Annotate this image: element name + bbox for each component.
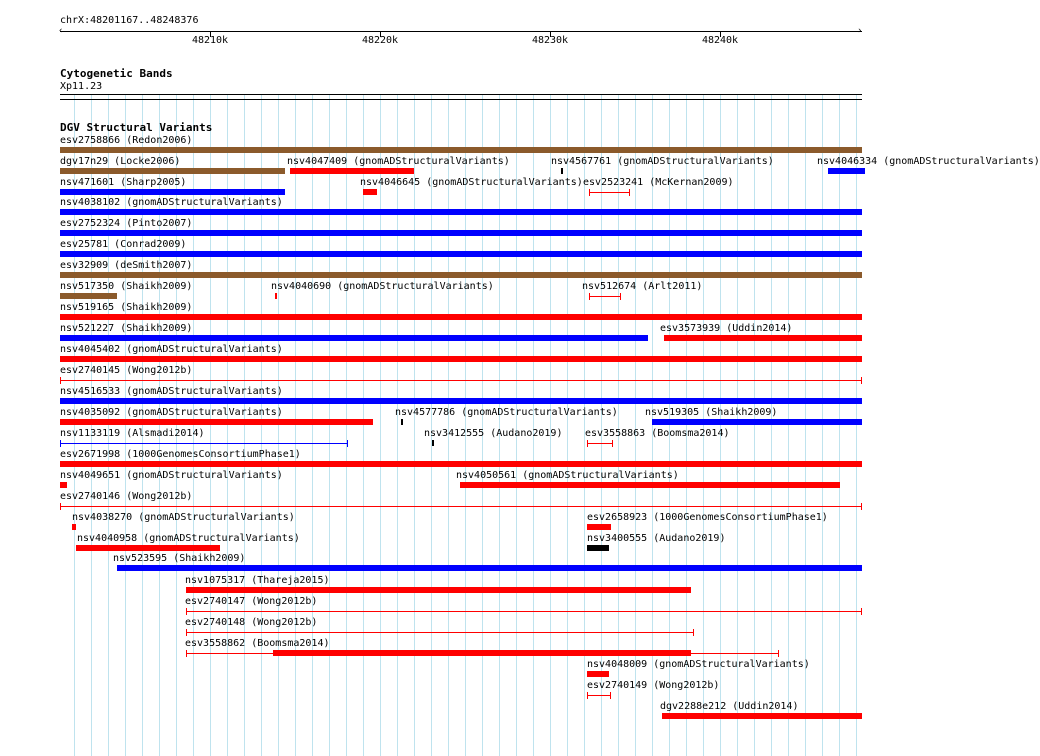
grid-line bbox=[754, 95, 755, 756]
grid-line bbox=[856, 95, 857, 756]
variant-label[interactable]: nsv512674 (Arlt2011) bbox=[582, 281, 703, 292]
cytoband-label[interactable]: Xp11.23 bbox=[60, 81, 103, 92]
ruler-left-arrow-icon: ‹ bbox=[58, 26, 64, 36]
variant-label[interactable]: nsv4577786 (gnomADStructuralVariants) bbox=[395, 407, 618, 418]
grid-line bbox=[482, 95, 483, 756]
grid-line bbox=[295, 95, 296, 756]
variant-end-cap bbox=[60, 440, 61, 447]
variant-label[interactable]: nsv4035092 (gnomADStructuralVariants) bbox=[60, 407, 283, 418]
grid-line bbox=[669, 95, 670, 756]
variant-label[interactable]: nsv519305 (Shaikh2009) bbox=[645, 407, 778, 418]
ruler-tick-label: 48210k bbox=[191, 35, 229, 46]
variant-label[interactable]: nsv4050561 (gnomADStructuralVariants) bbox=[456, 470, 679, 481]
variant-end-cap bbox=[587, 440, 588, 447]
variant-bar[interactable] bbox=[662, 713, 862, 719]
variant-bar[interactable] bbox=[664, 335, 862, 341]
variant-label[interactable]: esv2740147 (Wong2012b) bbox=[185, 596, 318, 607]
variant-end-cap bbox=[347, 440, 348, 447]
variant-end-cap bbox=[186, 608, 187, 615]
grid-line bbox=[414, 95, 415, 756]
variant-label[interactable]: nsv4040690 (gnomADStructuralVariants) bbox=[271, 281, 494, 292]
cytoband-line-bottom bbox=[60, 99, 862, 100]
variant-end-cap bbox=[186, 650, 187, 657]
cytoband-line-top bbox=[60, 94, 862, 95]
grid-line bbox=[533, 95, 534, 756]
variant-label[interactable]: esv2740148 (Wong2012b) bbox=[185, 617, 318, 628]
grid-line bbox=[822, 95, 823, 756]
variant-end-cap bbox=[861, 503, 862, 510]
variant-bar[interactable] bbox=[60, 482, 67, 488]
variant-line[interactable] bbox=[60, 506, 862, 507]
variant-bar[interactable] bbox=[117, 565, 862, 571]
variant-label[interactable]: nsv4049651 (gnomADStructuralVariants) bbox=[60, 470, 283, 481]
grid-line bbox=[839, 95, 840, 756]
variant-label[interactable]: nsv4567761 (gnomADStructuralVariants) bbox=[551, 156, 774, 167]
variant-label[interactable]: dgv17n29 (Locke2006) bbox=[60, 156, 181, 167]
variant-label[interactable]: nsv471601 (Sharp2005) bbox=[60, 177, 187, 188]
grid-line bbox=[448, 95, 449, 756]
grid-line bbox=[431, 95, 432, 756]
variant-end-cap bbox=[589, 293, 590, 300]
variant-bar[interactable] bbox=[60, 272, 862, 278]
grid-line bbox=[635, 95, 636, 756]
variant-label[interactable]: nsv4516533 (gnomADStructuralVariants) bbox=[60, 386, 283, 397]
variant-end-cap bbox=[693, 629, 694, 636]
variant-end-cap bbox=[861, 608, 862, 615]
variant-line[interactable] bbox=[587, 443, 613, 444]
variant-bar[interactable] bbox=[60, 398, 862, 404]
variant-bar[interactable] bbox=[60, 189, 285, 195]
variant-label[interactable]: nsv523595 (Shaikh2009) bbox=[113, 553, 246, 564]
variant-end-cap bbox=[778, 650, 779, 657]
variant-end-cap bbox=[610, 692, 611, 699]
variant-label[interactable]: esv2740145 (Wong2012b) bbox=[60, 365, 193, 376]
variant-label[interactable]: nsv4046645 (gnomADStructuralVariants) bbox=[360, 177, 583, 188]
grid-line bbox=[380, 95, 381, 756]
variant-end-cap bbox=[620, 293, 621, 300]
variant-end-cap bbox=[861, 377, 862, 384]
variant-label[interactable]: esv2740146 (Wong2012b) bbox=[60, 491, 193, 502]
variant-label[interactable]: nsv4047409 (gnomADStructuralVariants) bbox=[287, 156, 510, 167]
ruler-tick-label: 48220k bbox=[361, 35, 399, 46]
variant-bar[interactable] bbox=[587, 524, 611, 530]
variant-label[interactable]: esv25781 (Conrad2009) bbox=[60, 239, 187, 250]
variant-line[interactable] bbox=[186, 632, 694, 633]
variant-bar[interactable] bbox=[60, 419, 373, 425]
variant-label[interactable]: nsv521227 (Shaikh2009) bbox=[60, 323, 193, 334]
variant-label[interactable]: nsv3400555 (Audano2019) bbox=[587, 533, 726, 544]
ruler-axis[interactable] bbox=[60, 31, 862, 32]
variant-bar[interactable] bbox=[60, 168, 285, 174]
variant-label[interactable]: esv2658923 (1000GenomesConsortiumPhase1) bbox=[587, 512, 828, 523]
grid-line bbox=[516, 95, 517, 756]
variant-end-cap bbox=[60, 377, 61, 384]
variant-line[interactable] bbox=[589, 192, 630, 193]
variant-label[interactable]: nsv4040958 (gnomADStructuralVariants) bbox=[77, 533, 300, 544]
variant-bar[interactable] bbox=[401, 419, 403, 425]
variant-bar[interactable] bbox=[587, 545, 609, 551]
variant-label[interactable]: esv3558863 (Boomsma2014) bbox=[585, 428, 730, 439]
variant-label[interactable]: nsv4046334 (gnomADStructuralVariants) bbox=[817, 156, 1040, 167]
variant-bar[interactable] bbox=[275, 293, 277, 299]
variant-bar[interactable] bbox=[60, 293, 117, 299]
variant-label[interactable]: esv3558862 (Boomsma2014) bbox=[185, 638, 330, 649]
grid-line bbox=[397, 95, 398, 756]
variant-bar[interactable] bbox=[60, 335, 648, 341]
variant-bar[interactable] bbox=[60, 314, 862, 320]
variant-end-cap bbox=[60, 503, 61, 510]
variant-label[interactable]: esv2752324 (Pinto2007) bbox=[60, 218, 193, 229]
variant-label[interactable]: esv32909 (deSmith2007) bbox=[60, 260, 193, 271]
variant-bar[interactable] bbox=[72, 524, 76, 530]
grid-line bbox=[567, 95, 568, 756]
variant-bar[interactable] bbox=[60, 251, 862, 257]
variant-bar[interactable] bbox=[60, 461, 862, 467]
variant-bar[interactable] bbox=[273, 650, 691, 656]
variant-label[interactable]: nsv4038102 (gnomADStructuralVariants) bbox=[60, 197, 283, 208]
grid-line bbox=[465, 95, 466, 756]
variant-label[interactable]: nsv519165 (Shaikh2009) bbox=[60, 302, 193, 313]
variant-bar[interactable] bbox=[363, 189, 377, 195]
variant-label[interactable]: nsv517350 (Shaikh2009) bbox=[60, 281, 193, 292]
variant-line[interactable] bbox=[589, 296, 621, 297]
variant-bar[interactable] bbox=[432, 440, 434, 446]
variant-end-cap bbox=[589, 189, 590, 196]
variant-line[interactable] bbox=[186, 611, 862, 612]
variant-label[interactable]: nsv1075317 (Thareja2015) bbox=[185, 575, 330, 586]
variant-line[interactable] bbox=[60, 443, 348, 444]
grid-line bbox=[720, 95, 721, 756]
variant-bar[interactable] bbox=[561, 168, 563, 174]
variant-line[interactable] bbox=[60, 380, 862, 381]
grid-line bbox=[703, 95, 704, 756]
grid-line bbox=[584, 95, 585, 756]
variant-label[interactable]: esv2758866 (Redon2006) bbox=[60, 135, 193, 146]
variant-end-cap bbox=[587, 692, 588, 699]
ruler-right-arrow-icon: › bbox=[857, 26, 863, 36]
ruler-tick-label: 48240k bbox=[701, 35, 739, 46]
grid-line bbox=[686, 95, 687, 756]
variant-bar[interactable] bbox=[60, 209, 862, 215]
variant-end-cap bbox=[612, 440, 613, 447]
grid-line bbox=[737, 95, 738, 756]
grid-line bbox=[550, 95, 551, 756]
grid-line bbox=[652, 95, 653, 756]
grid-line bbox=[771, 95, 772, 756]
variant-bar[interactable] bbox=[828, 168, 865, 174]
variant-label[interactable]: nsv4045402 (gnomADStructuralVariants) bbox=[60, 344, 283, 355]
variant-label[interactable]: nsv4038270 (gnomADStructuralVariants) bbox=[72, 512, 295, 523]
dgv-track-title[interactable]: DGV Structural Variants bbox=[60, 121, 213, 134]
variant-bar[interactable] bbox=[60, 147, 862, 153]
grid-line bbox=[601, 95, 602, 756]
grid-line bbox=[618, 95, 619, 756]
variant-bar[interactable] bbox=[460, 482, 840, 488]
variant-label[interactable]: nsv3412555 (Audano2019) bbox=[424, 428, 563, 439]
variant-label[interactable]: esv3573939 (Uddin2014) bbox=[660, 323, 793, 334]
variant-end-cap bbox=[186, 629, 187, 636]
variant-bar[interactable] bbox=[587, 671, 609, 677]
grid-line bbox=[805, 95, 806, 756]
variant-label[interactable]: dgv2288e212 (Uddin2014) bbox=[660, 701, 799, 712]
variant-end-cap bbox=[629, 189, 630, 196]
variant-bar[interactable] bbox=[290, 168, 414, 174]
variant-bar[interactable] bbox=[76, 545, 220, 551]
variant-bar[interactable] bbox=[186, 587, 691, 593]
cytobands-track-title[interactable]: Cytogenetic Bands bbox=[60, 67, 173, 80]
variant-label[interactable]: esv2740149 (Wong2012b) bbox=[587, 680, 720, 691]
variant-bar[interactable] bbox=[60, 356, 862, 362]
variant-label[interactable]: esv2523241 (McKernan2009) bbox=[583, 177, 734, 188]
variant-bar[interactable] bbox=[652, 419, 862, 425]
ruler-tick-label: 48230k bbox=[531, 35, 569, 46]
grid-line bbox=[329, 95, 330, 756]
variant-label[interactable]: nsv1133119 (Alsmadi2014) bbox=[60, 428, 205, 439]
grid-line bbox=[346, 95, 347, 756]
grid-line bbox=[312, 95, 313, 756]
variant-label[interactable]: nsv4048009 (gnomADStructuralVariants) bbox=[587, 659, 810, 670]
variant-bar[interactable] bbox=[60, 230, 862, 236]
grid-line bbox=[499, 95, 500, 756]
location-label: chrX:48201167..48248376 bbox=[60, 15, 199, 26]
variant-line[interactable] bbox=[587, 695, 611, 696]
grid-line bbox=[788, 95, 789, 756]
variant-label[interactable]: esv2671998 (1000GenomesConsortiumPhase1) bbox=[60, 449, 301, 460]
